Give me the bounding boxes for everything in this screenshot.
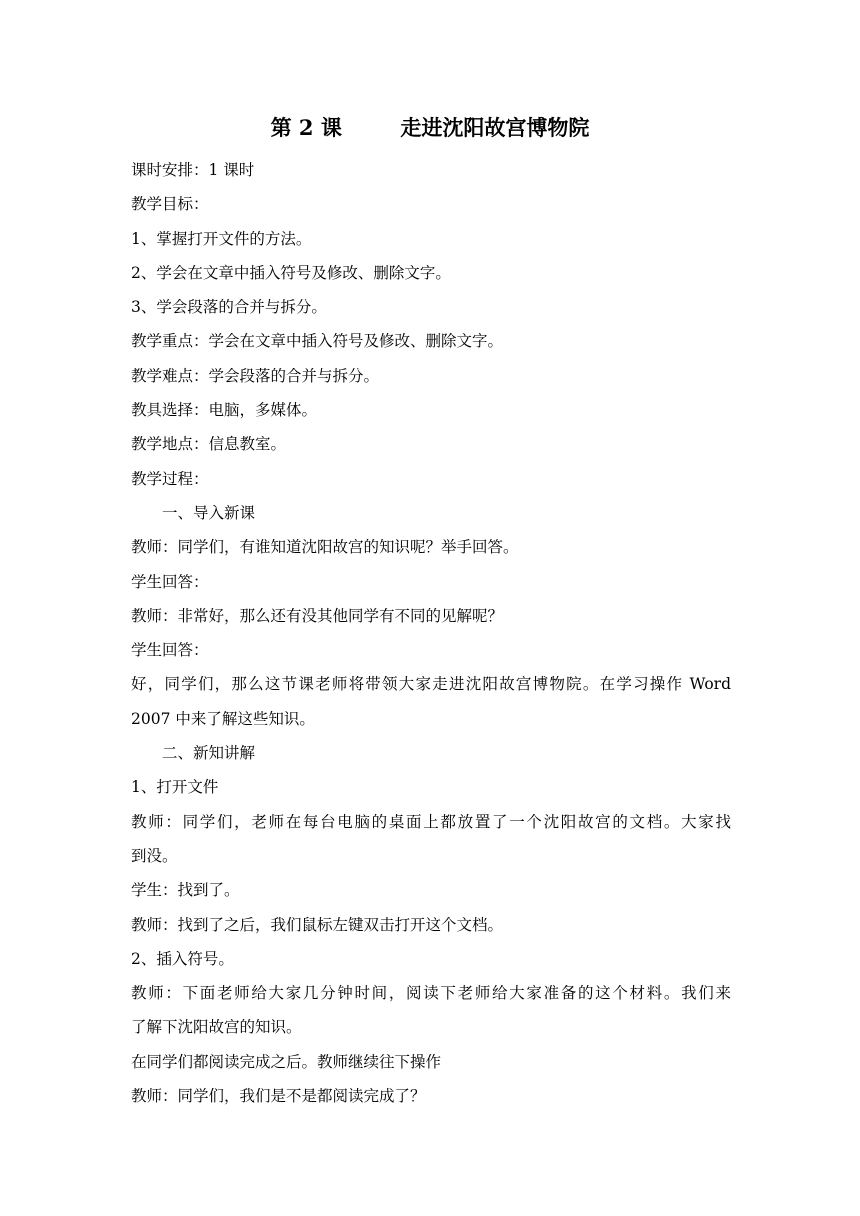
paragraph: 课时安排：1 课时 [131,161,255,179]
paragraph: 教具选择：电脑，多媒体。 [131,401,318,420]
paragraph: 教师：同学们，有谁知道沈阳故宫的知识呢？举手回答。 [131,538,519,557]
paragraph: 学生回答： [131,641,209,660]
paragraph: 了解下沈阳故宫的知识。 [131,1018,302,1037]
document-body [131,153,731,1113]
paragraph: 在同学们都阅读完成之后。教师继续往下操作 [131,1052,442,1071]
section-heading: 二、新知讲解 [162,744,256,763]
paragraph: 教学过程： [131,469,209,488]
paragraph: 3、学会段落的合并与拆分。 [131,298,327,317]
document-title: 第 2 课 走进沈阳故宫博物院 [270,115,590,140]
paragraph: 教学地点：信息教室。 [131,435,287,454]
paragraph: 教学重点：学会在文章中插入符号及修改、删除文字。 [131,332,504,351]
paragraph: 教师：同学们，老师在每台电脑的桌面上都放置了一个沈阳故宫的文档。大家找 [131,812,731,831]
paragraph: 2、学会在文章中插入符号及修改、删除文字。 [131,263,451,282]
paragraph: 1、掌握打开文件的方法。 [131,229,312,248]
paragraph: 2、插入符号。 [131,949,234,968]
paragraph: 教学目标： [131,195,209,214]
paragraph: 好，同学们，那么这节课老师将带领大家走进沈阳故宫博物院。在学习操作 Word [131,675,731,694]
section-heading: 一、导入新课 [162,503,256,522]
paragraph: 学生：找到了。 [131,881,240,900]
paragraph: 教师：找到了之后，我们鼠标左键双击打开这个文档。 [131,915,504,934]
paragraph: 学生回答： [131,572,209,591]
paragraph: 2007 中来了解这些知识。 [131,709,315,728]
paragraph: 教学难点：学会段落的合并与拆分。 [131,366,380,385]
paragraph: 教师：非常好，那么还有没其他同学有不同的见解呢？ [131,606,504,625]
paragraph: 教师：下面老师给大家几分钟时间，阅读下老师给大家准备的这个材料。我们来 [131,984,731,1003]
paragraph: 到没。 [131,846,178,865]
paragraph: 教师：同学们，我们是不是都阅读完成了？ [131,1087,426,1106]
paragraph: 1、打开文件 [131,778,219,797]
